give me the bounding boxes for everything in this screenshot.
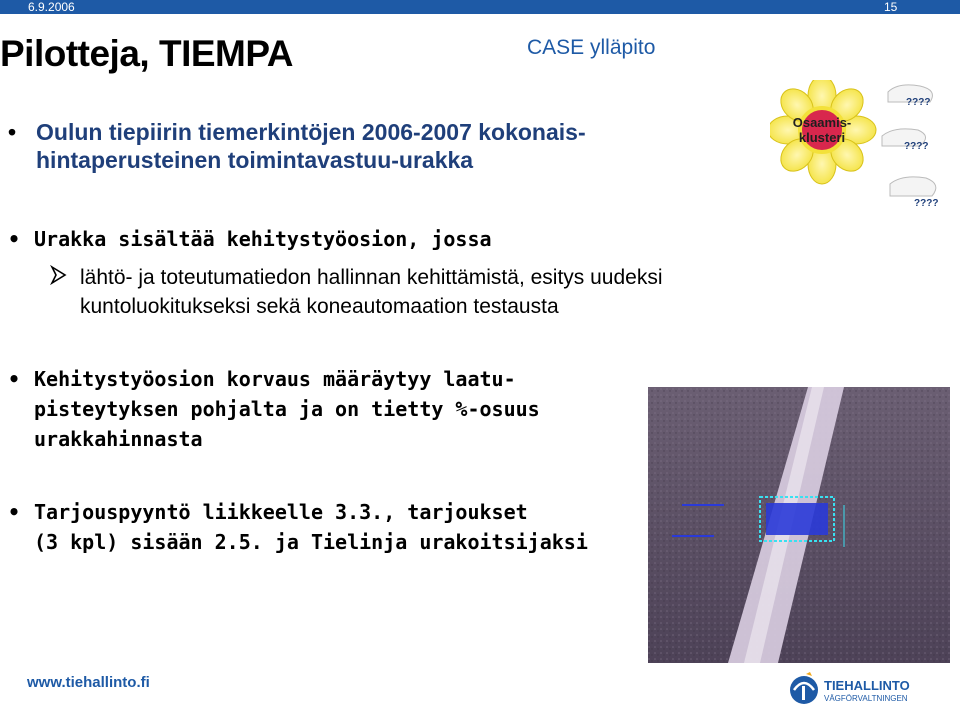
top-bar: [0, 0, 960, 14]
bubble-3-text: ????: [914, 198, 939, 209]
flower-center-line-2: klusteri: [798, 130, 846, 145]
bullet-dot: •: [8, 367, 21, 391]
case-label: CASE ylläpito: [527, 36, 656, 59]
bullet-3-text: [34, 364, 516, 394]
bubble-1-text: ????: [906, 97, 931, 108]
bullet-1-line-2: hintaperusteinen toimintavastuu-urakka: [36, 147, 474, 173]
page-number: 15: [884, 0, 898, 14]
flower-center-line-1: Osaamis-: [792, 115, 852, 130]
tiehallinto-logo: [790, 668, 960, 706]
sub-bullet-text: [80, 263, 800, 321]
bullet-dot: •: [8, 227, 21, 251]
bullet-2-text: Urakka sisältää kehitystyöosion, jossa: [34, 227, 492, 251]
arrow-bullet-icon: [50, 264, 68, 293]
bullet-1-line-1: Oulun tiepiirin tiemerkintöjen 2006-2007 kokonais-: [36, 119, 586, 145]
road-marking-photo: [648, 387, 950, 663]
logo-sub: VÄGFÖRVALTNINGEN: [824, 694, 908, 703]
bullet-4-line-1: Tarjouspyyntö liikkeelle 3.3., tarjoukset: [34, 500, 528, 524]
slide-title: Pilotteja, TIEMPA: [0, 33, 294, 74]
slide-date: 6.9.2006: [28, 0, 75, 14]
sub-line-2: kuntoluokitukseksi sekä koneautomaation testausta: [80, 295, 559, 318]
speech-bubble-1: [888, 85, 932, 108]
bullet-1-text: [36, 118, 766, 174]
bullet-dot: •: [8, 119, 17, 145]
logo-name: TIEHALLINTO: [824, 678, 910, 693]
bubble-2-text: ????: [904, 141, 929, 152]
bullet-4-line-2: (3 kpl) sisään 2.5. ja Tielinja urakoitsijaksi: [34, 530, 588, 554]
speech-bubble-3: [890, 177, 938, 209]
bullet-3-line-1: Kehitystyöosion korvaus määräytyy laatu-: [34, 367, 516, 391]
osaamisklusteri-flower: [770, 80, 960, 220]
footer-url[interactable]: www.tiehallinto.fi: [27, 674, 150, 691]
bullet-3-line-2: pisteytyksen pohjalta ja on tietty %-osuus: [34, 397, 540, 421]
bullet-3-line-3: urakkahinnasta: [34, 427, 203, 451]
sub-line-1: lähtö- ja toteutumatiedon hallinnan kehittämistä, esitys uudeksi: [80, 266, 663, 289]
bullet-dot: •: [8, 500, 21, 524]
speech-bubble-2: [882, 129, 928, 152]
